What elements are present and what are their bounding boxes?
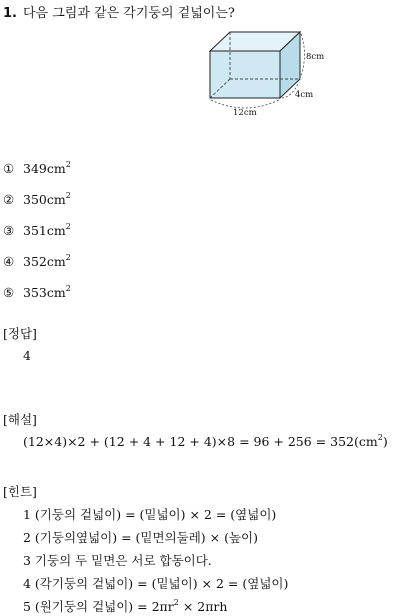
height-brace [301,34,305,76]
hint-line-1: 1 (기둥의 겉넓이) = (밑넓이) × 2 = (옆넓이) [23,507,277,522]
answer-value: 4 [23,348,31,363]
option-marker: ① [3,161,15,176]
option-4[interactable]: ④ $352cm^2$ [3,253,71,269]
question-number: 1. [3,6,17,21]
depth-label: 4cm [295,90,314,100]
hint-line-3: 3 기둥의 두 밑면은 서로 합동이다. [23,553,212,568]
height-label: 8cm [306,52,325,62]
width-label: 12cm [233,108,257,118]
option-3[interactable]: ③ $351cm^2$ [3,222,71,238]
front-face [210,51,280,98]
option-marker: ③ [3,223,15,238]
question-text: 다음 그림과 같은 각기둥의 겉넓이는? [22,6,235,21]
option-2[interactable]: ② $350cm^2$ [3,191,71,207]
option-marker: ④ [3,254,15,269]
hint-heading: [힌트] [3,484,37,499]
width-brace [211,100,279,108]
hint-line-2: 2 (기둥의옆넓이) = (밑면의둘레) × (높이) [23,530,259,545]
explanation-formula: $(12\times 4)\times 2 + (12 + 4 + 12 + 4)\times 8 = 96 + 256 = 352(cm^2)$ [23,433,388,449]
explanation-heading: [해설] [3,412,37,427]
question [3,2,235,21]
option-marker: ② [3,192,15,207]
hint-line-5: 5 (원기둥의 겉넓이) = $2\pi r^2 \times 2\pi rh$ [23,598,228,614]
option-5[interactable]: ⑤ $353cm^2$ [3,284,71,300]
hint-line-4: 4 (각기둥의 겉넓이) = (밑넓이) × 2 = (옆넓이) [23,576,289,591]
prism-figure [200,26,340,118]
option-1[interactable]: ① $349cm^2$ [3,160,71,176]
option-marker: ⑤ [3,285,15,300]
answer-heading: [정답] [3,326,37,341]
